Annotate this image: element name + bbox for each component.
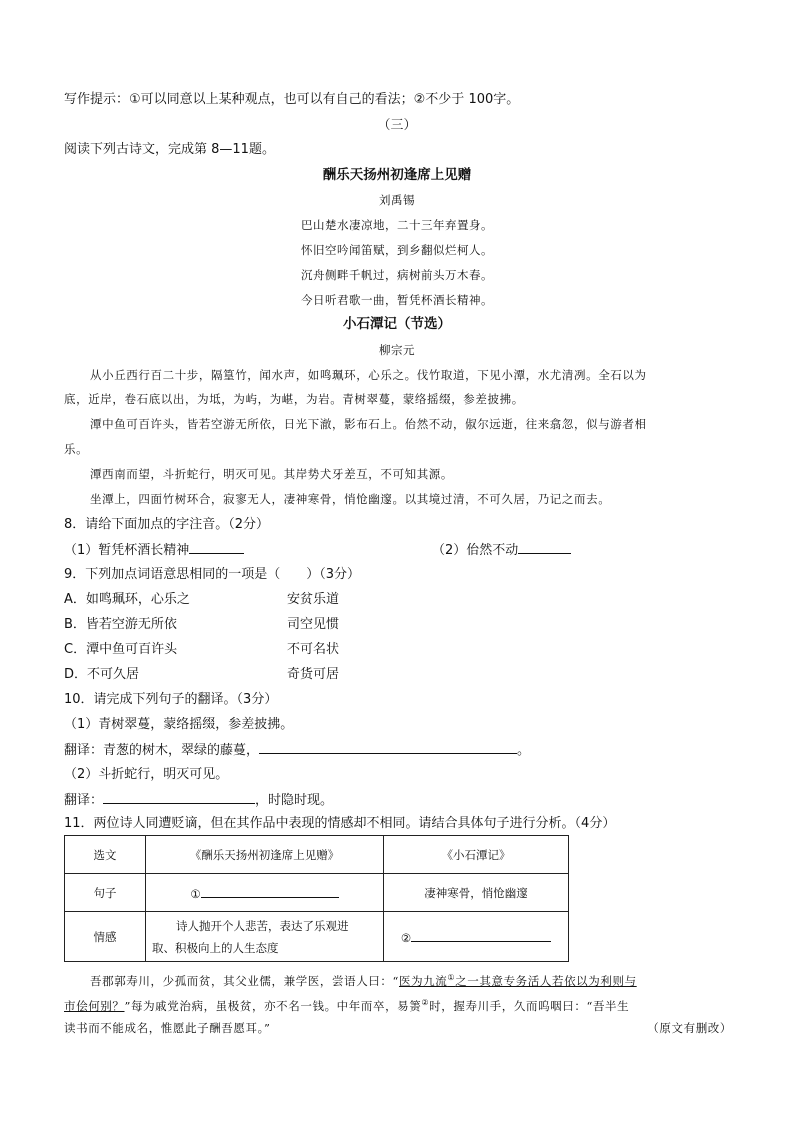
- q9-option-d-compare: 奇货可居: [287, 667, 340, 682]
- circle-marker-2: ②: [400, 930, 412, 945]
- q9-option-b: B．皆若空游无所依: [64, 617, 177, 632]
- prose-author: 柳宗元: [379, 343, 415, 357]
- passage-note-1: ①: [447, 973, 456, 982]
- table-row1-label: 句子: [65, 874, 146, 912]
- prose-line: 底，近岸，卷石底以出，为坻，为屿，为嵁，为岩。青树翠蔓，蒙络摇缀，参差披拂。: [64, 392, 524, 406]
- q9-stem: 9．下列加点词语意思相同的一项是（ ）（3分）: [64, 567, 361, 582]
- q10-item-2: （2）斗折蛇行，明灭可见。: [64, 767, 229, 782]
- poem-title: 酬乐天扬州初逢席上见赠: [322, 167, 472, 183]
- prose-line: 潭中鱼可百许头，皆若空游无所依，日光下澈，影布石上。佁然不动，俶尔远逝，往来翕忽，似与游者相: [90, 417, 647, 431]
- q10-translation-2-suffix: ，时隐时现。: [255, 793, 334, 808]
- prose-line: 从小丘西行百二十步，隔篁竹，闻水声，如鸣珮环，心乐之。伐竹取道，下见小潭，水尤清冽。全石以为: [90, 368, 647, 382]
- passage-line: [64, 994, 738, 1015]
- circle-marker-1: ①: [190, 886, 201, 901]
- table-row2-label: 情感: [65, 912, 146, 962]
- passage-underlined-1: [399, 974, 637, 988]
- q11-answer-blank-2[interactable]: [411, 929, 551, 942]
- q8-item-2-text: （2）佁然不动: [432, 543, 519, 558]
- prose-line: 潭西南而望，斗折蛇行，明灭可见。其岸势犬牙差互，不可知其源。: [90, 467, 453, 481]
- q9-option-c-compare: 不可名状: [287, 642, 340, 657]
- passage-line: [90, 969, 738, 990]
- emotion-text-line: 诗人抛开个人悲苦，表达了乐观进: [176, 918, 349, 933]
- passage-line: 读书而不能成名，惟愿此子酬吾愿耳。”: [64, 1021, 271, 1035]
- poem-author: 刘禹锡: [379, 193, 415, 207]
- passage-note-2: ②: [421, 998, 430, 1007]
- passage-line2-a: 市侩何别？: [64, 998, 125, 1013]
- q11-answer-blank-1[interactable]: [201, 885, 339, 898]
- passage-line2-b: ”每为戚党治病，虽极贫，亦不名一钱。中年而卒，易箦: [124, 998, 422, 1013]
- q8-answer-blank-2[interactable]: [518, 541, 571, 554]
- q9-option-d: D．不可久居: [64, 667, 140, 682]
- q9-option-a-compare: 安贫乐道: [287, 592, 340, 607]
- passage-source: （原文有删改）: [647, 1021, 732, 1035]
- q10-translation-1: [64, 741, 738, 760]
- q10-answer-blank-1[interactable]: [259, 741, 517, 754]
- q10-item-1: （1）青树翠蔓，蒙络摇缀，参差披拂。: [64, 717, 294, 732]
- table-header-col2: 《小石潭记》: [384, 836, 569, 874]
- passage-line2-c: 时，握寿川手，久而呜咽曰：“吾半生: [429, 998, 630, 1013]
- table-header-label: 选文: [65, 836, 146, 874]
- q8-answer-blank-1[interactable]: [189, 541, 244, 554]
- q10-stem: 10．请完成下列句子的翻译。（3分）: [64, 692, 278, 707]
- q9-option-c: C．潭中鱼可百许头: [64, 642, 178, 657]
- poem-line: 今日听君歌一曲，暂凭杯酒长精神。: [301, 293, 493, 307]
- q11-table: [64, 835, 569, 962]
- passage-line1-a: 吾郡郭寿川，少孤而贫，其父业儒，兼学医，尝语人曰：“: [90, 973, 399, 988]
- q11-stem: 11．两位诗人同遭贬谪，但在其作品中表现的情感却不相同。请结合具体句子进行分析。（4分）: [64, 816, 616, 831]
- q9-option-a: A．如鸣珮环，心乐之: [64, 592, 190, 607]
- prose-line: 乐。: [64, 442, 89, 456]
- prose-title: 小石潭记（节选）: [343, 316, 451, 332]
- q8-stem: 8．请给下面加点的字注音。（2分）: [64, 517, 270, 532]
- passage-line1-b: 医为九流: [398, 973, 448, 988]
- table-row1-col1: [146, 874, 384, 912]
- emotion-text-line: 取、积极向上的人生态度: [152, 940, 279, 955]
- section-number: （三）: [377, 118, 417, 133]
- reading-instruction: 阅读下列古诗文，完成第 8—11题。: [64, 142, 275, 157]
- table-header-col1: 《酬乐天扬州初逢席上见赠》: [146, 836, 384, 874]
- q8-item-2: [432, 541, 571, 560]
- q10-translation-2: [64, 791, 738, 810]
- poem-line: 怀旧空吟闻笛赋，到乡翻似烂柯人。: [301, 243, 493, 257]
- q10-translation-2-prefix: 翻译：: [64, 793, 104, 808]
- table-row1-col2: 凄神寒骨，悄怆幽邃: [384, 874, 569, 912]
- prose-line: 坐潭上，四面竹树环合，寂寥无人，凄神寒骨，悄怆幽邃。以其境过清，不可久居，乃记之而去。: [90, 492, 611, 506]
- table-row2-col2: [384, 912, 569, 962]
- q8-item-1: [64, 541, 738, 560]
- q9-option-b-compare: 司空见惯: [287, 617, 340, 632]
- writing-tip: 写作提示：①可以同意以上某种观点，也可以有自己的看法；②不少于 100字。: [64, 92, 520, 107]
- table-row2-col1: [146, 912, 384, 962]
- poem-line: 沉舟侧畔千帆过，病树前头万木春。: [301, 268, 493, 282]
- q10-translation-1-suffix: 。: [517, 743, 531, 758]
- poem-line: 巴山楚水凄凉地，二十三年弃置身。: [301, 218, 493, 232]
- q10-translation-1-prefix: 翻译：青葱的树木，翠绿的藤蔓，: [64, 743, 260, 758]
- q8-item-1-text: （1）暂凭杯酒长精神: [64, 543, 190, 558]
- passage-line1-c: 之一其意专务活人若依以为利则与: [455, 973, 637, 988]
- q10-answer-blank-2[interactable]: [103, 791, 255, 804]
